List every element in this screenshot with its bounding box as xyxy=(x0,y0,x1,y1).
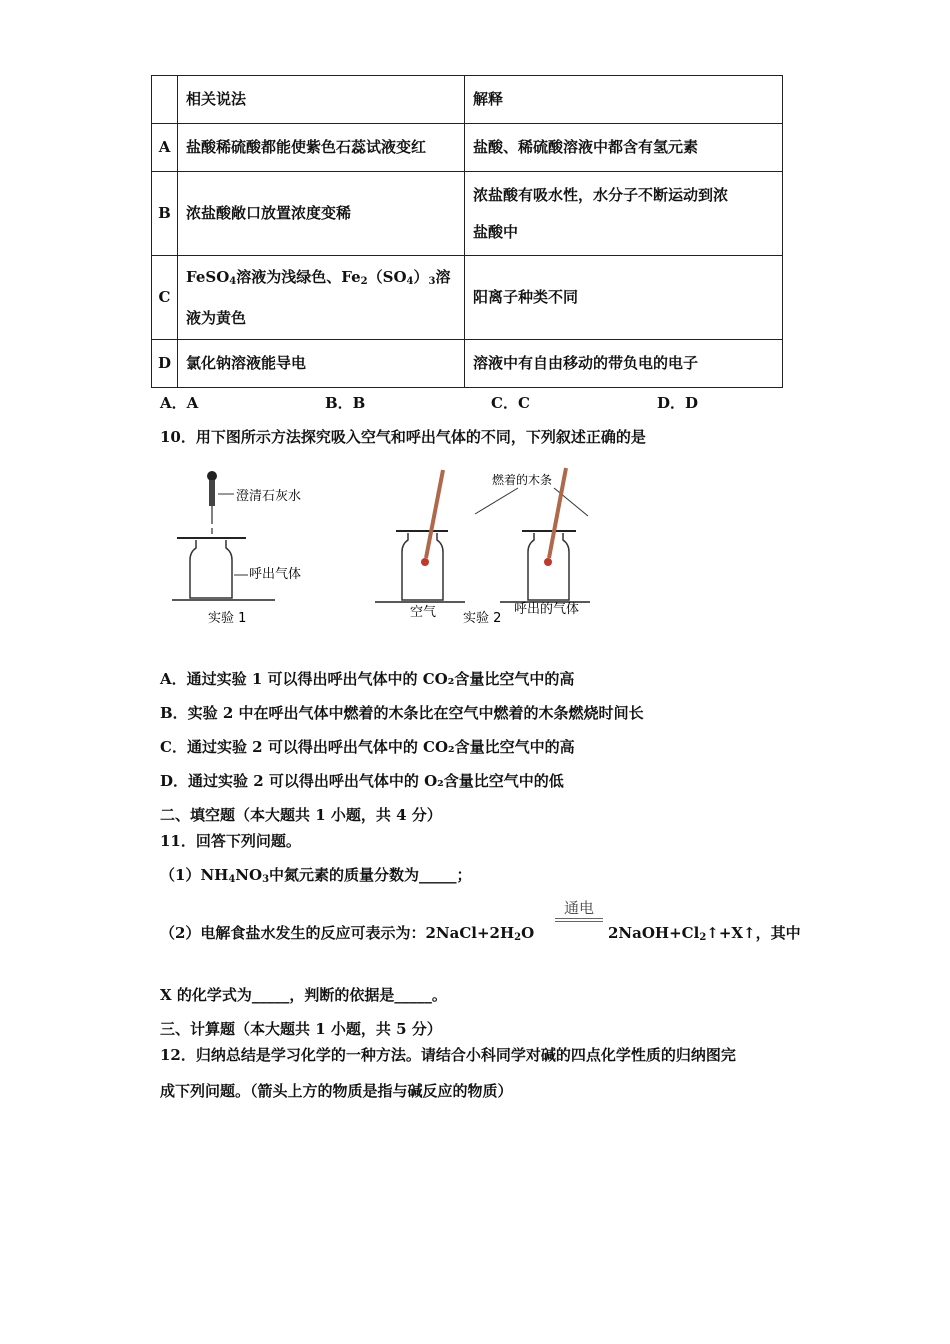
table-row xyxy=(152,340,783,388)
question-table xyxy=(151,75,783,388)
q11-part3: X 的化学式为_____，判断的依据是_____。 xyxy=(160,986,447,1004)
row-claim: 盐酸稀硫酸都能使紫色石蕊试液变红 xyxy=(178,124,465,172)
experiment-figure xyxy=(160,460,620,635)
row-key: B xyxy=(152,172,178,256)
row-claim-line: 液为黄色 xyxy=(186,308,247,327)
table-row xyxy=(152,172,783,256)
q11-part2: （2）电解食盐水发生的反应可表示为：$2NaCl+2H_2O$ xyxy=(160,924,535,943)
dropper-icon xyxy=(207,471,217,534)
row-explain: 盐酸、稀硫酸溶液中都含有氢元素 xyxy=(465,124,783,172)
q10-option-d: D．通过实验 2 可以得出呼出气体中的 O₂含量比空气中的低 xyxy=(160,772,564,790)
q9-option-b: B．B xyxy=(325,394,366,412)
row-explain xyxy=(465,172,783,256)
row-claim-line: FeSO$_4$溶液为浅绿色、$Fe_2(SO_4)_3$溶 xyxy=(186,267,451,287)
q12-line2: 成下列问题。（箭头上方的物质是指与碱反应的物质） xyxy=(160,1082,513,1100)
q10-stem: 10．用下图所示方法探究吸入空气和呼出气体的不同，下列叙述正确的是 xyxy=(160,428,646,446)
label-air: 空气 xyxy=(410,605,437,620)
section-title: 三、计算题（本大题共 1 小题，共 5 分） xyxy=(160,1020,442,1038)
table-header-claim: 相关说法 xyxy=(178,76,465,124)
q11-products: $2NaOH+Cl_2↑+X↑$，其中 xyxy=(608,924,801,943)
table-row xyxy=(152,124,783,172)
bottle-icon xyxy=(396,531,448,600)
row-claim: 氯化钠溶液能导电 xyxy=(178,340,465,388)
flame-icon xyxy=(421,558,429,566)
wooden-stick-icon xyxy=(426,470,443,558)
q10-option-b: B．实验 2 中在呼出气体中燃着的木条比在空气中燃着的木条燃烧时间长 xyxy=(160,704,644,722)
table-header-explain: 解释 xyxy=(465,76,783,124)
q11-stem: 11．回答下列问题。 xyxy=(160,832,301,850)
label-lime-water: 澄清石灰水 xyxy=(236,489,302,504)
section-title: 二、填空题（本大题共 1 小题，共 4 分） xyxy=(160,806,442,824)
q9-option-d: D．D xyxy=(657,394,699,412)
label-exp2: 实验 2 xyxy=(463,611,502,626)
q10-option-c: C．通过实验 2 可以得出呼出气体中的 CO₂含量比空气中的高 xyxy=(160,738,575,756)
row-key: D xyxy=(152,340,178,388)
q11-part1: $(1)NH_4NO_3$中氮元素的质量分数为_____； xyxy=(160,866,472,885)
table-row xyxy=(152,256,783,340)
q9-option-c: C．C xyxy=(491,394,530,412)
equals-line-bottom xyxy=(555,921,603,922)
q9-option-a: A．A xyxy=(160,394,199,412)
label-exp1: 实验 1 xyxy=(208,611,247,626)
table-header-key xyxy=(152,76,178,124)
reaction-condition: 通电 xyxy=(563,899,594,917)
label-burning-stick: 燃着的木条 xyxy=(492,473,553,487)
row-explain-line: 盐酸中 xyxy=(473,222,519,241)
row-explain-line: 浓盐酸有吸水性，水分子不断运动到浓 xyxy=(473,185,729,204)
row-claim: 浓盐酸敞口放置浓度变稀 xyxy=(178,172,465,256)
label-exhaled-gas2: 呼出的气体 xyxy=(514,602,580,617)
table-header-row xyxy=(152,76,783,124)
bottle-icon xyxy=(177,538,246,598)
row-explain: 溶液中有自由移动的带负电的电子 xyxy=(465,340,783,388)
row-explain: 阳离子种类不同 xyxy=(465,256,783,340)
row-key: C xyxy=(152,256,178,340)
row-key: A xyxy=(152,124,178,172)
q12-line1: 12．归纳总结是学习化学的一种方法。请结合小科同学对碱的四点化学性质的归纳图完 xyxy=(160,1046,736,1064)
row-claim xyxy=(178,256,465,340)
label-exhaled-gas: 呼出气体 xyxy=(249,567,302,582)
equals-line-top xyxy=(555,918,603,919)
flame-icon xyxy=(544,558,552,566)
q10-option-a: A．通过实验 1 可以得出呼出气体中的 CO₂含量比空气中的高 xyxy=(160,670,575,688)
